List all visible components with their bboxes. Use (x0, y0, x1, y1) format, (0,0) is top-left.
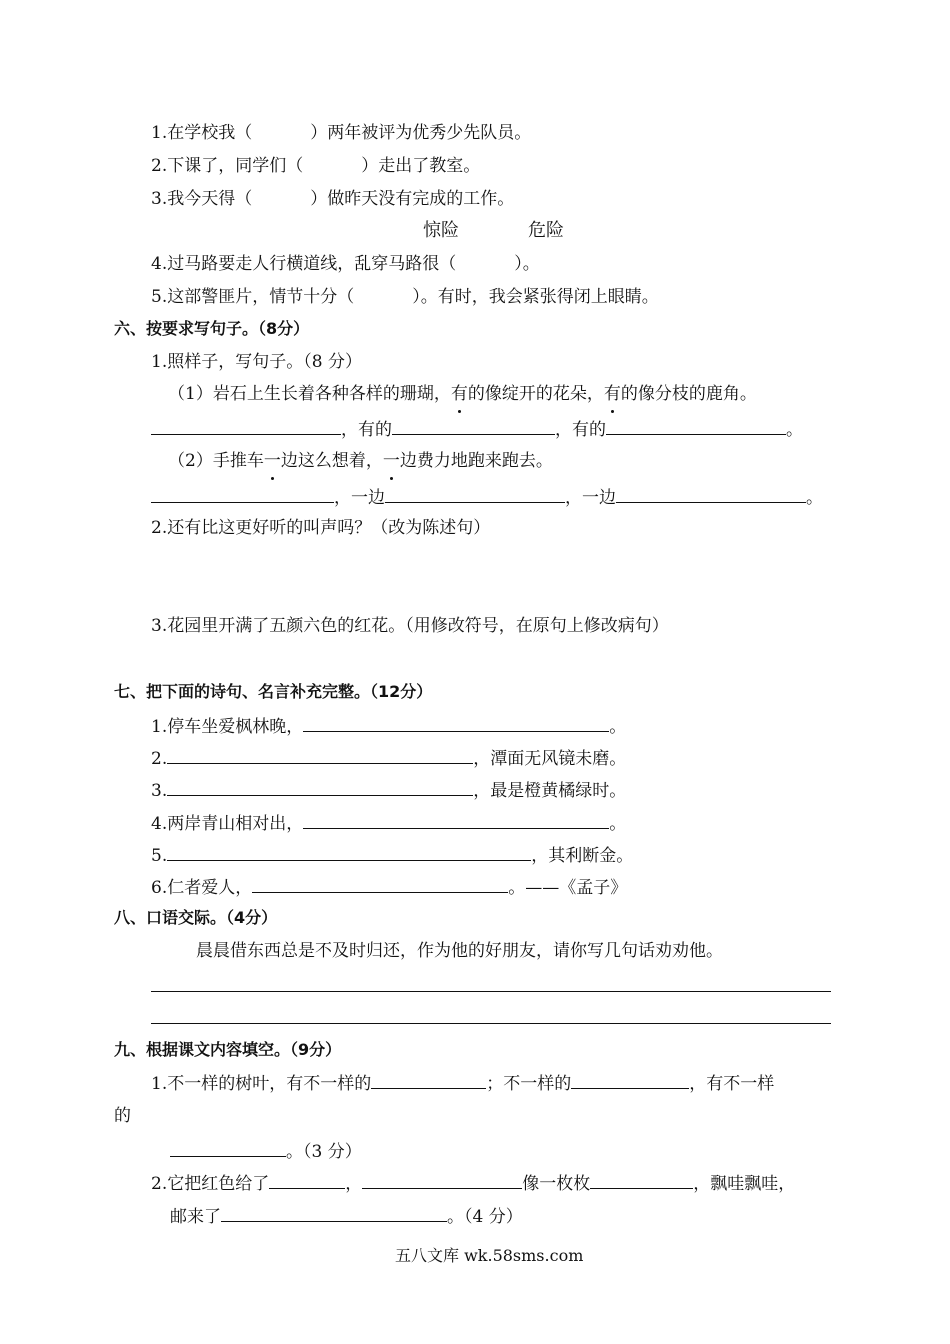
s9-q1-end: 。（3 分） (170, 1138, 362, 1164)
blank[interactable] (371, 1070, 486, 1089)
section-7-title: 七、把下面的诗句、名言补充完整。（12分） (114, 682, 433, 701)
s9-q2: 2.它把红色给了 ， 像一枚枚 ，飘哇飘哇， (151, 1170, 795, 1196)
s5-q3: 3.我今天得（ ）做昨天没有完成的工作。 (151, 189, 515, 209)
blank[interactable] (392, 416, 555, 435)
s8-prompt: 晨晨借东西总是不及时归还，作为他的好朋友，请你写几句话劝劝他。 (196, 941, 723, 961)
s5-q4: 4.过马路要走人行横道线，乱穿马路很（ ）。 (151, 254, 540, 274)
s6-q3: 3.花园里开满了五颜六色的红花。（用修改符号，在原句上修改病句） (151, 616, 669, 636)
s9-q2-cont: 邮来了 。（4 分） (170, 1203, 523, 1229)
s6-q2: 2.还有比这更好听的叫声吗？（改为陈述句） (151, 518, 491, 538)
s6-example-1: （1）岩石上生长着各种各样的珊瑚，有的像绽开的花朵，有的像分枝的鹿角。 (168, 384, 757, 404)
section-6-title: 六、按要求写句子。（8分） (114, 319, 310, 338)
blank[interactable] (590, 1170, 693, 1189)
blank[interactable] (385, 484, 565, 503)
s6-fill-1: ，有的 ，有的 。 (151, 416, 803, 442)
poem-4: 4.两岸青山相对出， 。 (151, 810, 626, 836)
word-option-2: 危险 (528, 220, 564, 241)
s5-q2: 2.下课了，同学们（ ）走出了教室。 (151, 156, 481, 176)
blank[interactable] (616, 484, 806, 503)
blank[interactable] (606, 416, 786, 435)
blank[interactable] (221, 1203, 447, 1222)
poem-6: 6.仁者爱人， 。——《孟子》 (151, 874, 627, 900)
s6-example-2: （2）手推车一边这么想着，一边费力地跑来跑去。 (168, 451, 553, 471)
word-option-1: 惊险 (423, 220, 459, 241)
s6-q1: 1.照样子，写句子。（8 分） (151, 352, 362, 372)
blank[interactable] (362, 1170, 522, 1189)
s6-fill-2: ，一边 ，一边 。 (151, 484, 823, 510)
blank[interactable] (303, 713, 609, 732)
s5-q1: 1.在学校我（ ）两年被评为优秀少先队员。 (151, 123, 532, 143)
blank[interactable] (170, 1138, 286, 1157)
poem-5: 5. ，其利断金。 (151, 842, 633, 868)
blank[interactable] (151, 416, 341, 435)
blank[interactable] (252, 874, 508, 893)
s9-q1-cont: 的 (114, 1106, 131, 1126)
section-8-title: 八、口语交际。（4分） (114, 908, 278, 927)
blank[interactable] (303, 810, 609, 829)
blank[interactable] (167, 842, 531, 861)
poem-1: 1.停车坐爱枫林晚， 。 (151, 713, 626, 739)
footer-watermark: 五八文库 wk.58sms.com (395, 1246, 584, 1265)
blank[interactable] (167, 777, 473, 796)
blank[interactable] (151, 484, 334, 503)
s5-q5: 5.这部警匪片，情节十分（ ）。有时，我会紧张得闭上眼睛。 (151, 287, 659, 307)
poem-2: 2. ，潭面无风镜未磨。 (151, 745, 626, 771)
section-9-title: 九、根据课文内容填空。（9分） (114, 1040, 342, 1059)
answer-line[interactable] (151, 1023, 831, 1024)
poem-3: 3. ，最是橙黄橘绿时。 (151, 777, 626, 803)
answer-line[interactable] (151, 991, 831, 992)
s9-q1: 1.不一样的树叶，有不一样的 ；不一样的 ，有不一样 (151, 1070, 774, 1096)
blank[interactable] (269, 1170, 345, 1189)
blank[interactable] (167, 745, 473, 764)
blank[interactable] (571, 1070, 689, 1089)
